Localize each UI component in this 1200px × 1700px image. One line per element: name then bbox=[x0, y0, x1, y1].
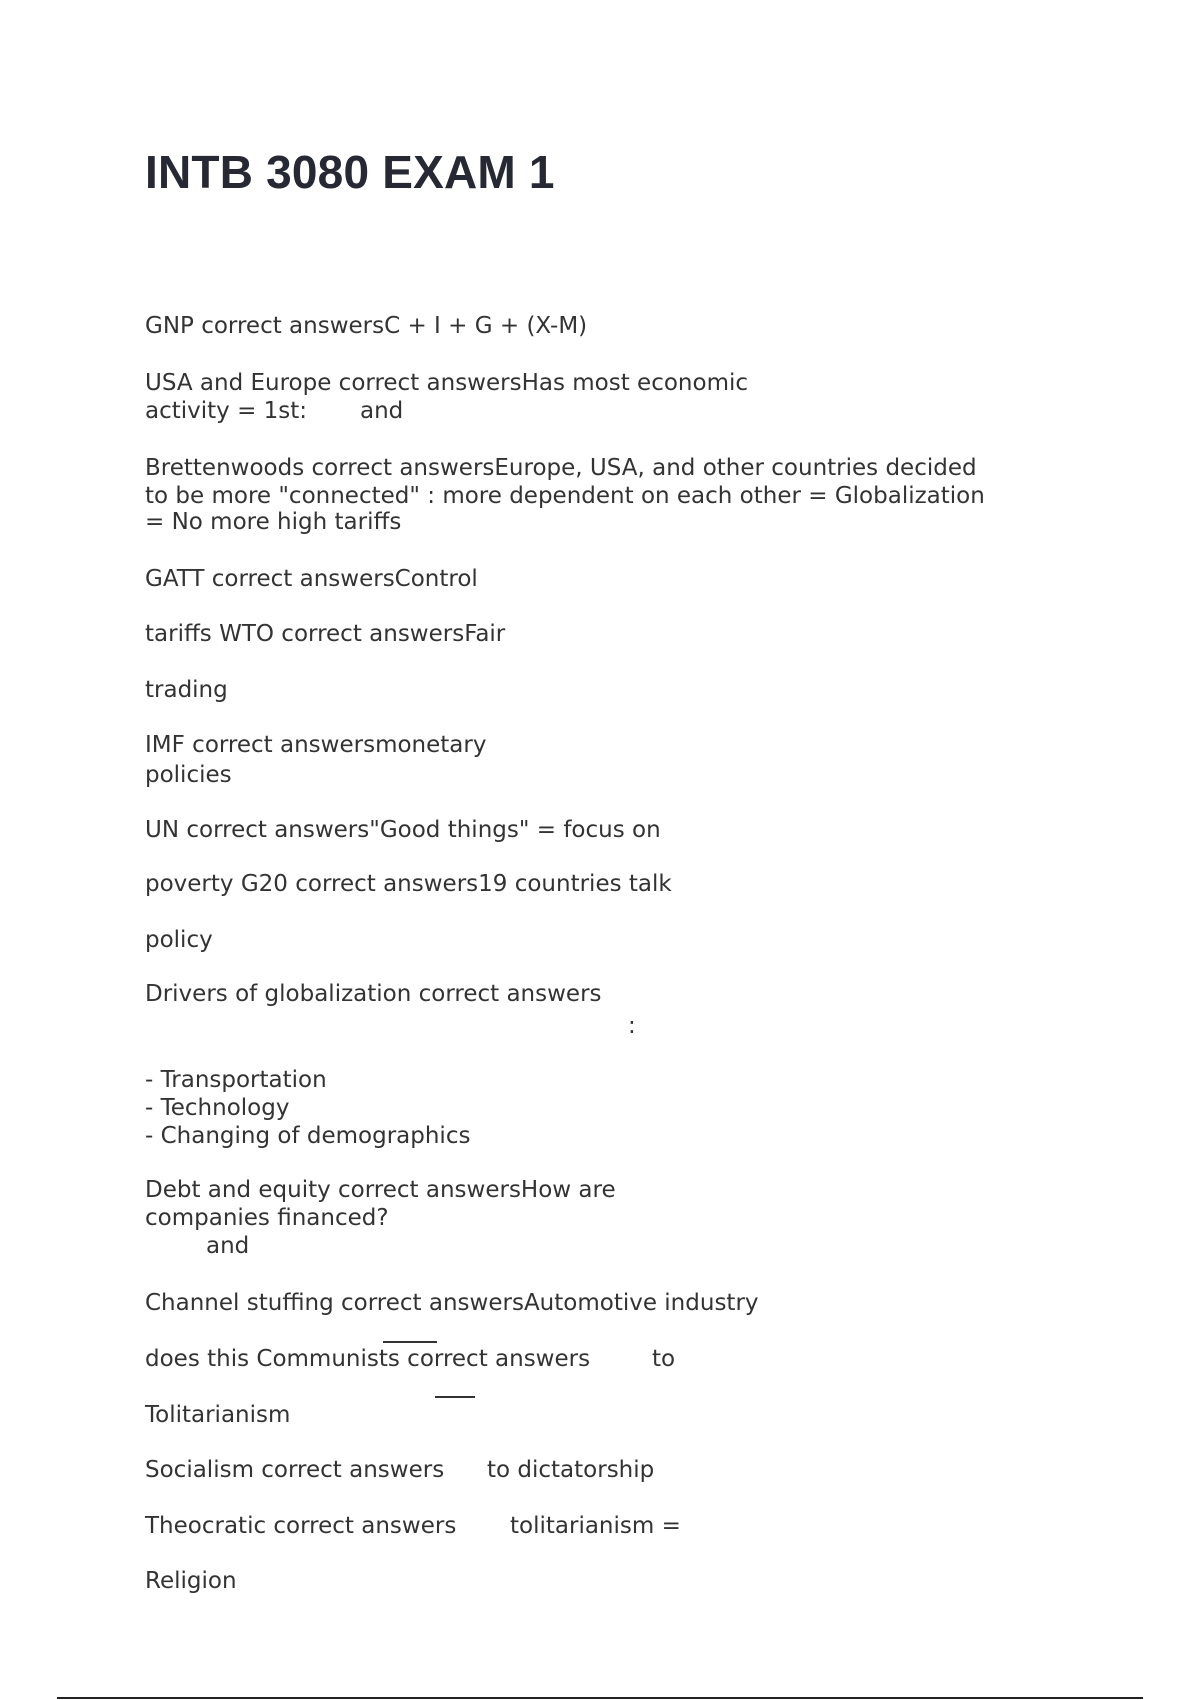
line-activity: activity = 1st: bbox=[145, 398, 308, 424]
line-companies: companies financed? bbox=[145, 1205, 389, 1231]
line-policy: policy bbox=[145, 927, 213, 953]
line-imf: IMF correct answersmonetary bbox=[145, 732, 487, 758]
line-channel-stuffing: Channel stuffing correct answersAutomotive industry bbox=[145, 1290, 759, 1316]
line-communists: does this Communists correct answers bbox=[145, 1346, 591, 1372]
line-no-tariffs: = No more high tariffs bbox=[145, 509, 402, 535]
line-colon: : bbox=[628, 1013, 636, 1039]
bullet-transportation: - Transportation bbox=[145, 1067, 327, 1093]
line-tolitarianism-eq: tolitarianism = bbox=[510, 1513, 681, 1539]
line-debt-equity: Debt and equity correct answersHow are bbox=[145, 1177, 616, 1203]
line-policies: policies bbox=[145, 762, 232, 788]
line-brettenwoods: Brettenwoods correct answersEurope, USA, and other countries decided bbox=[145, 455, 977, 481]
footer-divider bbox=[57, 1697, 1143, 1699]
line-and-1: and bbox=[360, 398, 404, 424]
line-connected: to be more "connected" : more dependent on each other = Globalization bbox=[145, 483, 985, 509]
document-title: INTB 3080 EXAM 1 bbox=[145, 146, 555, 198]
line-g20: poverty G20 correct answers19 countries talk bbox=[145, 871, 672, 897]
line-trading: trading bbox=[145, 677, 228, 703]
bullet-demographics: - Changing of demographics bbox=[145, 1123, 471, 1149]
line-un: UN correct answers"Good things" = focus on bbox=[145, 817, 661, 843]
bullet-technology: - Technology bbox=[145, 1095, 290, 1121]
blank-rule-1 bbox=[383, 1341, 437, 1343]
line-theocratic: Theocratic correct answers bbox=[145, 1513, 457, 1539]
line-wto: tariffs WTO correct answersFair bbox=[145, 621, 506, 647]
line-religion: Religion bbox=[145, 1568, 237, 1594]
line-tolitarianism: Tolitarianism bbox=[145, 1402, 291, 1428]
line-usa-europe: USA and Europe correct answersHas most economic bbox=[145, 370, 749, 396]
line-to: to bbox=[652, 1346, 676, 1372]
line-to-dictatorship: to dictatorship bbox=[487, 1457, 655, 1483]
line-gnp: GNP correct answersC + I + G + (X-M) bbox=[145, 313, 588, 339]
line-gatt: GATT correct answersControl bbox=[145, 566, 478, 592]
line-socialism: Socialism correct answers bbox=[145, 1457, 445, 1483]
line-drivers: Drivers of globalization correct answers bbox=[145, 981, 602, 1007]
blank-rule-2 bbox=[435, 1396, 475, 1398]
line-and-2: and bbox=[206, 1233, 250, 1259]
